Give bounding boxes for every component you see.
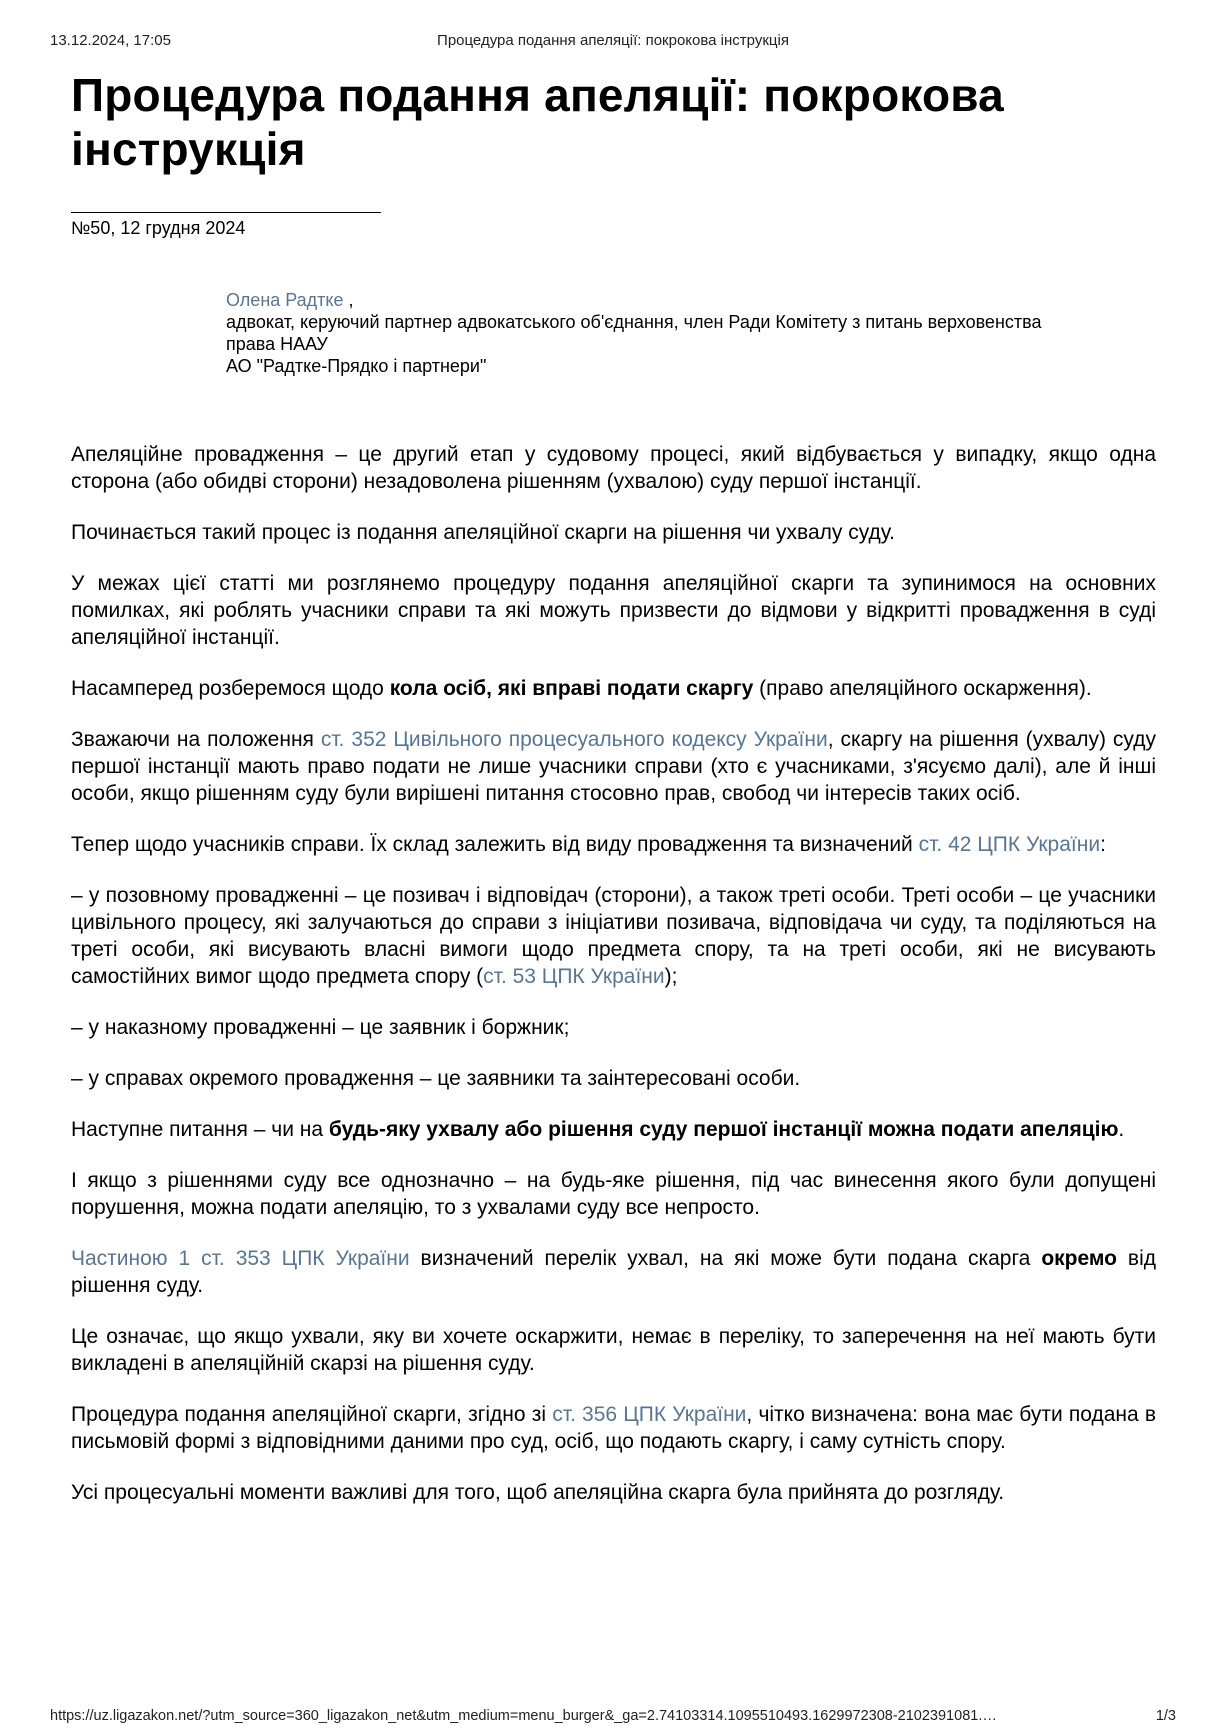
paragraph-text: , чітко визначена: вона має бути подана в письмовій формі з відповідними даними про суд, осіб, що подають скаргу, і саму сутність спору. xyxy=(71,1403,1156,1453)
paragraph xyxy=(71,831,1156,858)
paragraph-text: Процедура подання апеляційної скарги, згідно зі xyxy=(71,1403,553,1426)
author-block xyxy=(226,289,1156,377)
paragraph-text: від рішення суду. xyxy=(71,1247,1156,1297)
article xyxy=(71,68,1156,1530)
paragraph: Це означає, що якщо ухвали, яку ви хочете оскаржити, немає в переліку, то заперечення на неї мають бути викладені в апеляційній скарзі на рішення суду. xyxy=(71,1325,1156,1375)
paragraph xyxy=(71,1401,1156,1455)
paragraph: І якщо з рішеннями суду все однозначно – на будь-яке рішення, під час винесення якого були допущені порушення, можна подати апеляцію, то з ухвалами суду все непросто. xyxy=(71,1169,1156,1219)
author-position-cont: права НААУ xyxy=(226,334,328,354)
author-position: адвокат, керуючий партнер адвокатського об'єднання, член Ради Комітету з питань верховенства xyxy=(226,312,1042,332)
paragraph xyxy=(71,726,1156,807)
paragraph: Апеляційне провадження – це другий етап у судовому процесі, який відбувається у випадку, якщо одна сторона (або обидві сторони) незадоволена рішенням (ухвалою) суду першої інстанції. xyxy=(71,443,1156,493)
paragraph: У межах цієї статті ми розглянемо процедуру подання апеляційної скарги та зупинимося на основних помилках, які роблять учасники справи та які можуть призвести до відмови у відкритті провадження в суді апеляційної інстанції. xyxy=(71,572,1156,649)
law-link-art-356[interactable]: ст. 356 ЦПК України xyxy=(552,1403,747,1426)
title-divider xyxy=(71,212,381,213)
paragraph-text: Зважаючи на положення xyxy=(71,728,321,751)
paragraph: – у наказному провадженні – це заявник і боржник; xyxy=(71,1016,570,1039)
article-body xyxy=(71,441,1156,1506)
paragraph xyxy=(71,882,1156,990)
author-name-suffix: , xyxy=(343,290,354,310)
paragraph xyxy=(71,1116,1156,1143)
author-name-link[interactable]: Олена Радтке xyxy=(226,290,344,310)
paragraph: Починається такий процес із подання апеляційної скарги на рішення чи ухвалу суду. xyxy=(71,521,895,544)
issue-date: №50, 12 грудня 2024 xyxy=(71,218,246,238)
paragraph: Усі процесуальні моменти важливі для того, щоб апеляційна скарга була прийнята до розгляду. xyxy=(71,1481,1005,1504)
paragraph-text: : xyxy=(1100,833,1106,856)
page-number: 1/3 xyxy=(1155,1708,1176,1724)
paragraph-text: – у позовному провадженні – це позивач і відповідач (сторони), а також треті особи. Треті особи – це учасники цивільного процесу, які залучаються до справи з ініціативи позивача, відповідача чи суду, та поділяються на треті особи, які висувають власні вимоги щодо предмета спору, та на треті особи, які не висувають самостійних вимог щодо предмета спору ( xyxy=(71,884,1156,988)
law-link-art-352[interactable]: ст. 352 Цивільного процесуального кодексу України xyxy=(320,728,828,751)
print-footer xyxy=(50,1708,1176,1728)
paragraph-text: . xyxy=(1118,1118,1125,1141)
paragraph-text: ); xyxy=(664,965,678,988)
paragraph-text: , скаргу на рішення (ухвалу) суду першої інстанції мають право подати не лише учасники справи (хто є учасниками, з'ясуємо далі), але й інші особи, якщо рішенням суду були вирішені питання стосовно прав, свобод чи інтересів таких осіб. xyxy=(71,728,1156,805)
law-link-art-353[interactable]: Частиною 1 ст. 353 ЦПК України xyxy=(71,1247,410,1270)
paragraph: – у справах окремого провадження – це заявники та заінтересовані особи. xyxy=(71,1067,801,1090)
author-firm: АО "Радтке-Прядко і партнери" xyxy=(226,356,487,376)
paragraph xyxy=(71,675,1156,702)
print-page-title: Процедура подання апеляції: покрокова інструкція xyxy=(437,32,789,49)
print-header xyxy=(50,32,1176,52)
print-datetime: 13.12.2024, 17:05 xyxy=(50,32,171,49)
paragraph-text: Насамперед розберемося щодо xyxy=(71,677,390,700)
bold-text: будь-яку ухвалу або рішення суду першої інстанції можна подати апеляцію xyxy=(328,1118,1119,1141)
paragraph-text: Тепер щодо учасників справи. Їх склад залежить від виду провадження та визначений xyxy=(71,833,919,856)
law-link-art-53[interactable]: ст. 53 ЦПК України xyxy=(483,965,665,988)
paragraph-text: (право апеляційного оскарження). xyxy=(753,677,1092,700)
bold-text: окремо xyxy=(1041,1247,1117,1270)
law-link-art-42[interactable]: ст. 42 ЦПК України xyxy=(918,833,1101,856)
article-title: Процедура подання апеляції: покрокова інструкція xyxy=(71,69,1004,175)
paragraph-text: визначений перелік ухвал, на які може бути подана скарга xyxy=(409,1247,1042,1270)
print-url: https://uz.ligazakon.net/?utm_source=360_ligazakon_net&utm_medium=menu_burger&_ga=2.74103314.1095510493.1629972308-2102391081.… xyxy=(50,1708,997,1724)
bold-text: кола осіб, які вправі подати скаргу xyxy=(389,677,754,700)
paragraph-text: Наступне питання – чи на xyxy=(71,1118,329,1141)
paragraph xyxy=(71,1245,1156,1299)
